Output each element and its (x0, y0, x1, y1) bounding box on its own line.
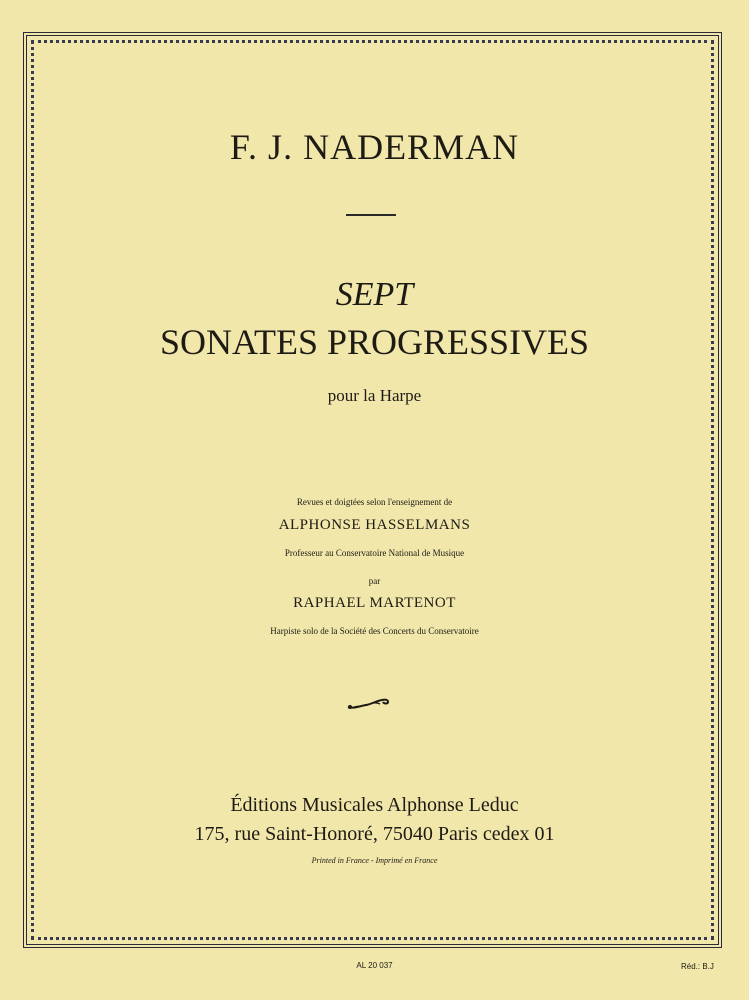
catalog-number: AL 20 037 (356, 961, 393, 970)
title-line-2: SONATES PROGRESSIVES (159, 322, 590, 362)
by-word: par (368, 576, 381, 586)
printed-in-note: Printed in France - Imprimé en France (311, 856, 438, 865)
revised-note: Revues et doigtées selon l'enseignement de (296, 497, 453, 507)
reviser-role: Professeur au Conservatoire National de Musique (284, 548, 465, 558)
composer-name: F. J. NADERMAN (229, 127, 520, 167)
editor-name: RAPHAEL MARTENOT (293, 595, 456, 611)
edition-mark: Réd.: B.J (681, 962, 714, 971)
editor-role: Harpiste solo de la Société des Concerts du Conservatoire (270, 626, 479, 636)
reviser-name: ALPHONSE HASSELMANS (278, 517, 471, 533)
title-line-1: SEPT (335, 276, 414, 313)
flourish-icon (346, 694, 390, 712)
publisher-address: 175, rue Saint-Honoré, 75040 Paris cedex 01 (194, 823, 555, 845)
publisher-name: Éditions Musicales Alphonse Leduc (230, 794, 519, 816)
subtitle: pour la Harpe (327, 386, 422, 405)
title-divider (346, 214, 396, 216)
